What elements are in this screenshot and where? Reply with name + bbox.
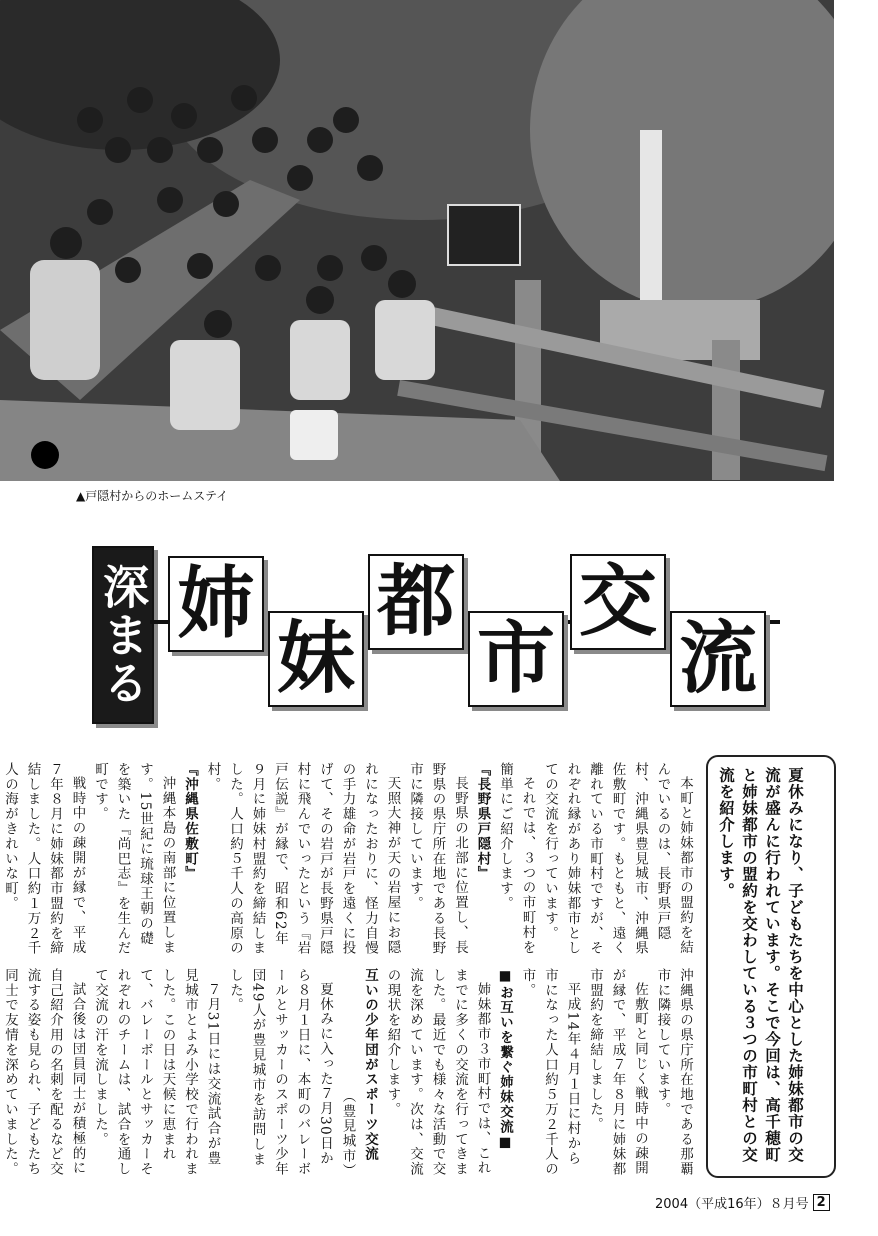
page-number: 2 [813, 1194, 830, 1211]
title-fukamaru: 深まる [92, 546, 154, 724]
para-intro-2: それでは、３つの市町村を簡単にご紹介します。 [497, 762, 536, 955]
title-char-1: 姉 [168, 556, 264, 652]
para-sashiki-2: 戦時中の疎開が縁で、平成７年８月に姉妹都市盟約を締結しました。人口約１万２千人の海がきれいな町。 [2, 762, 86, 956]
page-footer [655, 1193, 830, 1212]
para-intro: 本町と姉妹都市の盟約を結んでいるのは、長野県戸隠村、沖縄県豊見城市、沖縄県佐敷町です。もともと、遠く離れている市町村ですが、それぞれ縁があり姉妹都市としての交流を行っています。 [542, 762, 693, 956]
title-char-4: 市 [468, 611, 564, 707]
heading-exchange: ■お互いを繋ぐ姉妹交流■ [497, 968, 513, 1152]
para-togakushi-1: 長野県の北部に位置し、長野県の県庁所在地である長野市に隣接しています。 [407, 762, 468, 956]
homestay-photo [0, 0, 834, 481]
photo-caption: ▲戸隠村からのホームステイ [76, 489, 229, 503]
para-sports-2: ７月31日には交流試合が豊見城市とよみ小学校で行われました。この日は天候に恵まれて、バレーボールとサッカーそれぞれのチームは、試合を通して交流の汗を流しました。 [92, 968, 221, 1177]
para-exchange: 姉妹都市３市町村では、これまでに多くの交流を行ってきました。最近でも様々な活動で交流を深めています。次は、交流の現状を紹介します。 [384, 968, 491, 1177]
para-tomigusuku-3: 佐敷町と同じく戦時中の疎開が縁で、平成７年８月に姉妹都市盟約を締結しました。 [587, 968, 648, 1177]
title-char-6: 流 [670, 611, 766, 707]
para-sports-1: 夏休みに入った７月30日から８月１日に、本町のバレーボールとサッカーのスポーツ少年団49人が豊見城市を訪問しました。 [227, 968, 333, 1177]
issue-label: 2004（平成16年）８月号 [655, 1197, 809, 1212]
lead-box [706, 755, 836, 1178]
title-char-3: 都 [368, 554, 464, 650]
para-sashiki-1: 沖縄本島の南部に位置します。15世紀に琉球王朝の礎を築いた『尚巴志』を生んだ町です。 [92, 762, 176, 956]
lead-text: 夏休みになり、子どもたちを中心とした姉妹都市の交流が盛んに行われています。そこで今回は、高千穂町と姉妹都市の盟約を交わしている３つの市町村との交流を紹介します。 [717, 767, 804, 1163]
para-togakushi-2: 天照大神が天の岩屋にお隠れになったおりに、怪力自慢の手力雄命が岩戸を遠くに投げて、その岩戸が長野県戸隠村に飛んでいったという『岩戸伝説』が縁で、昭和62年９月に姉妹村盟約を締結しました。人口約５千人の高原の村。 [204, 762, 401, 956]
heading-sports-location: （豊見城市） [339, 1088, 356, 1178]
body-bottom [2, 968, 696, 1178]
heading-togakushi: 『長野県戸隠村』 [474, 762, 491, 882]
title-char-5: 交 [570, 554, 666, 650]
photo-scene [0, 0, 834, 481]
para-sports-3: 試合後は団員同士が積極的に自己紹介用の名刺を配るなど交流する姿も見られ、子どもたち同士で友情を深めていました。 [2, 968, 86, 1177]
para-tomigusuku-2: 沖縄県の県庁所在地である那覇市に隣接しています。 [654, 968, 693, 1177]
para-tomigusuku-4: 平成14年４月１日に村から市になった人口約５万２千人の市。 [519, 968, 581, 1177]
body-top [2, 762, 696, 958]
heading-sports: 互いの少年団がスポーツ交流 [362, 968, 378, 1162]
heading-sashiki: 『沖縄県佐敷町』 [182, 762, 198, 882]
title-char-2: 妹 [268, 611, 364, 707]
